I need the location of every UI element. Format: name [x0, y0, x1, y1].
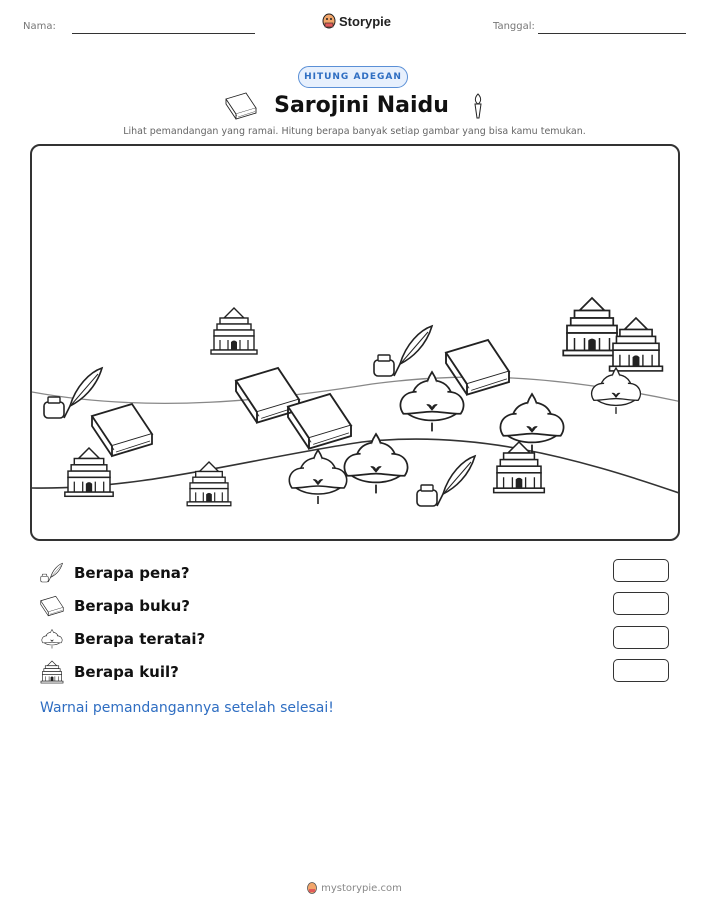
lotus-icon	[40, 627, 64, 651]
lotus-3	[592, 368, 641, 414]
pen-1	[44, 368, 102, 418]
temple-1	[211, 308, 257, 354]
question-row-lotus	[40, 627, 205, 651]
coloring-note: Warnai pemandangannya setelah selesai!	[40, 700, 334, 716]
site-footer	[0, 882, 709, 894]
book-icon	[224, 92, 258, 120]
question-text: Berapa kuil?	[74, 663, 179, 681]
temple-4	[65, 448, 113, 496]
name-label: Nama:	[23, 21, 56, 32]
book-2	[236, 368, 299, 423]
temple-6	[494, 442, 545, 493]
brand-name: Storypie	[339, 13, 392, 29]
question-text: Berapa buku?	[74, 597, 190, 615]
question-row-temples	[40, 660, 179, 684]
date-line[interactable]	[538, 33, 686, 34]
temple-2	[563, 298, 621, 356]
book-1	[92, 404, 152, 456]
answer-box-lotus[interactable]	[613, 626, 669, 649]
lotus-4	[289, 450, 346, 504]
question-text: Berapa teratai?	[74, 630, 206, 648]
lotus-1	[400, 372, 463, 431]
page-title	[0, 92, 709, 120]
scene-illustration	[32, 146, 680, 541]
brand-logo	[322, 13, 391, 29]
answer-box-temples[interactable]	[613, 659, 669, 682]
lotus-2	[500, 394, 563, 453]
activity-badge: HITUNG ADEGAN	[298, 66, 408, 88]
storypie-mascot-icon	[307, 882, 317, 894]
book-4	[446, 340, 509, 395]
storypie-mascot-icon	[322, 13, 336, 29]
temple-5	[187, 462, 231, 506]
question-row-pens	[40, 561, 190, 585]
answer-box-pens[interactable]	[613, 559, 669, 582]
temple-icon	[40, 660, 64, 684]
site-url: mystorypie.com	[321, 883, 402, 894]
pen-2	[374, 326, 432, 376]
answer-box-books[interactable]	[613, 592, 669, 615]
title-text: Sarojini Naidu	[274, 93, 449, 118]
quill-pen-icon	[40, 561, 64, 585]
book-icon	[40, 594, 64, 618]
name-line[interactable]	[72, 33, 255, 34]
question-row-books	[40, 594, 190, 618]
scene-frame	[30, 144, 680, 541]
far-hill-line	[32, 377, 680, 403]
torch-icon	[471, 92, 485, 120]
date-label: Tanggal:	[493, 21, 535, 32]
instructions: Lihat pemandangan yang ramai. Hitung berapa banyak setiap gambar yang bisa kamu temukan.	[123, 126, 586, 137]
pen-3	[417, 456, 475, 506]
question-text: Berapa pena?	[74, 564, 190, 582]
